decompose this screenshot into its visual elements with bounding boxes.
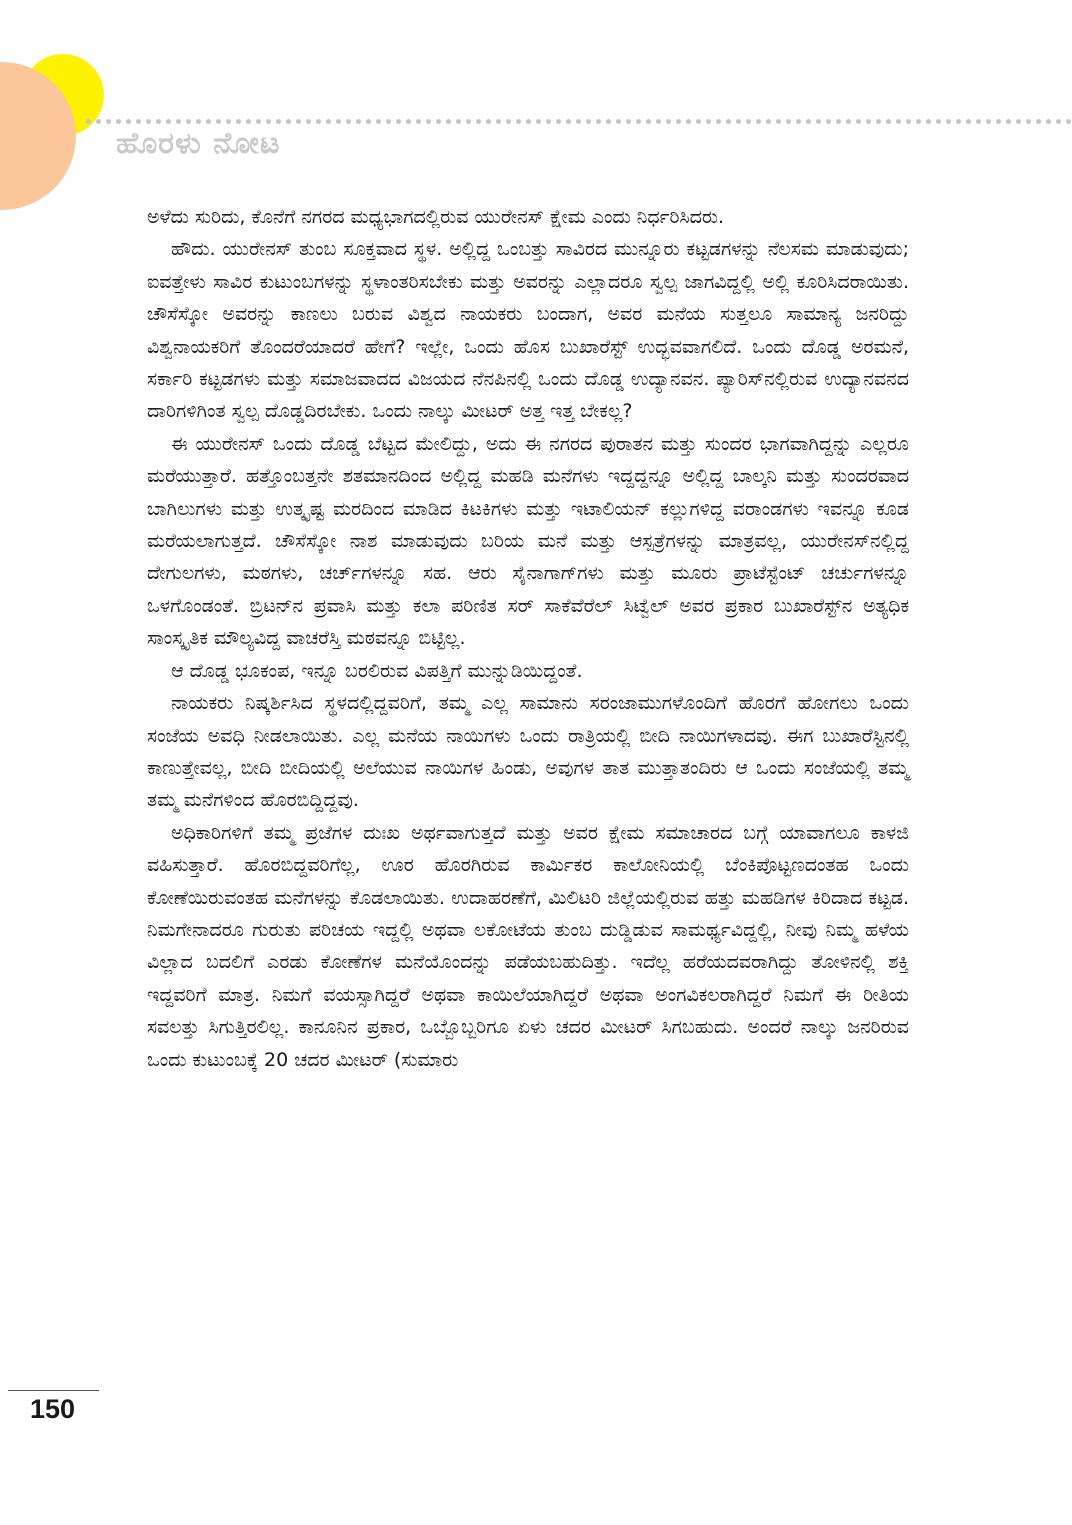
section-title: ಹೊರಳು ನೋಟ [116, 126, 281, 161]
paragraph: ಆ ದೊಡ್ಡ ಭೂಕಂಪ, ಇನ್ನೂ ಬರಲಿರುವ ವಿಪತ್ತಿಗೆ ಮುನ್ನುಡಿಯಿದ್ದಂತೆ. [171, 659, 583, 682]
paragraph: ಅಳೆದು ಸುರಿದು, ಕೊನೆಗೆ ನಗರದ ಮಧ್ಯಭಾಗದಲ್ಲಿರುವ ಯುರೇನಸ್ ಕ್ಷೇಮ ಎಂದು ನಿರ್ಧರಿಸಿದರು. [147, 206, 724, 228]
page-number: 150 [30, 1394, 76, 1424]
header-dotted-rule [86, 119, 1072, 124]
paragraph: ಹೌದು. ಯುರೇನಸ್ ತುಂಬ ಸೂಕ್ತವಾದ ಸ್ಥಳ. ಅಲ್ಲಿದ್ದ ಒಂಬತ್ತು ಸಾವಿರದ ಮುನ್ನೂರು ಕಟ್ಟಡಗಳನ್ನು ನೆಲಸಮ ಮಾಡುವುದು; ಐವತ್ತೇಳು ಸಾವಿರ ಕುಟುಂಬಗಳನ್ನು ಸ್ಥಳಾಂತರಿಸಬೇಕು ಮತ್ತು ಅವರನ್ನು ಎಲ್ಲಾದರೂ ಸ್ವಲ್ಪ ಜಾಗವಿದ್ದಲ್ಲಿ ಅಲ್ಲಿ ಕೂರಿಸಿದರಾಯಿತು. ಚೌಸೆಸ್ಕೋ ಅವರನ್ನು ಕಾಣಲು ಬರುವ ವಿಶ್ವದ ನಾಯಕರು ಬಂದಾಗ, ಅವರ ಮನೆಯ ಸುತ್ತಲೂ ಸಾಮಾನ್ಯ ಜನರಿದ್ದು ವಿಶ್ವನಾಯಕರಿಗೆ ತೊಂದರೆಯಾದರೆ ಹೇಗೆ? ಇಲ್ಲೇ, ಒಂದು ಹೊಸ ಬುಖಾರೆಸ್ಟ್ ಉದ್ಭವವಾಗಲಿದೆ. ಒಂದು ದೊಡ್ಡ ಅರಮನೆ, ಸರ್ಕಾರಿ ಕಟ್ಟಡಗಳು ಮತ್ತು ಸಮಾಜವಾದದ ವಿಜಯದ ನೆನಪಿನಲ್ಲಿ ಒಂದು ದೊಡ್ಡ ಉದ್ಯಾನವನ. ಪ್ಯಾರಿಸ್‌ನಲ್ಲಿರುವ ಉದ್ಯಾನವನದ ದಾರಿಗಳಿಗಿಂತ ಸ್ವಲ್ಪ ದೊಡ್ಡದಿರಬೇಕು. ಒಂದು ನಾಲ್ಕು ಮೀಟರ್ ಅತ್ತ ಇತ್ತ ಬೇಕಲ್ಲ? [147, 238, 909, 423]
paragraph: ನಾಯಕರು ನಿಷ್ಕರ್ಶಿಸಿದ ಸ್ಥಳದಲ್ಲಿದ್ದವರಿಗೆ, ತಮ್ಮ ಎಲ್ಲ ಸಾಮಾನು ಸರಂಜಾಮುಗಳೊಂದಿಗೆ ಹೊರಗೆ ಹೋಗಲು ಒಂದು ಸಂಜೆಯ ಅವಧಿ ನೀಡಲಾಯಿತು. ಎಲ್ಲ ಮನೆಯ ನಾಯಿಗಳು ಒಂದು ರಾತ್ರಿಯಲ್ಲಿ ಬೀದಿ ನಾಯಿಗಳಾದವು. ಈಗ ಬುಖಾರೆಸ್ಟಿನಲ್ಲಿ ಕಾಣುತ್ತೇವಲ್ಲ, ಬೀದಿ ಬೀದಿಯಲ್ಲಿ ಅಲೆಯುವ ನಾಯಿಗಳ ಹಿಂಡು, ಅವುಗಳ ತಾತ ಮುತ್ತಾತಂದಿರು ಆ ಒಂದು ಸಂಜೆಯಲ್ಲಿ ತಮ್ಮ ತಮ್ಮ ಮನೆಗಳಿಂದ ಹೊರಬಿದ್ದಿದ್ದವು. [147, 692, 909, 812]
page-number-rule [8, 1390, 99, 1391]
body-text [147, 201, 909, 1076]
paragraph: ಈ ಯುರೇನಸ್ ಒಂದು ದೊಡ್ಡ ಬೆಟ್ಟದ ಮೇಲಿದ್ದು, ಅದು ಈ ನಗರದ ಪುರಾತನ ಮತ್ತು ಸುಂದರ ಭಾಗವಾಗಿದ್ದನ್ನು ಎಲ್ಲರೂ ಮರೆಯುತ್ತಾರೆ. ಹತ್ತೊಂಬತ್ತನೇ ಶತಮಾನದಿಂದ ಅಲ್ಲಿದ್ದ ಮಹಡಿ ಮನೆಗಳು ಇದ್ದದ್ದನ್ನೂ ಅಲ್ಲಿದ್ದ ಬಾಲ್ಕನಿ ಮತ್ತು ಸುಂದರವಾದ ಬಾಗಿಲುಗಳು ಮತ್ತು ಉತ್ಕೃಷ್ಟ ಮರದಿಂದ ಮಾಡಿದ ಕಿಟಕಿಗಳು ಮತ್ತು ಇಟಾಲಿಯನ್ ಕಲ್ಲುಗಳಿದ್ದ ವರಾಂಡಗಳು ಇವನ್ನೂ ಕೂಡ ಮರೆಯಲಾಗುತ್ತದೆ. ಚೌಸೆಸ್ಕೋ ನಾಶ ಮಾಡುವುದು ಬರಿಯ ಮನೆ ಮತ್ತು ಆಸ್ಪತ್ರೆಗಳನ್ನು ಮಾತ್ರವಲ್ಲ, ಯುರೇನಸ್‌ನಲ್ಲಿದ್ದ ದೇಗುಲಗಳು, ಮಠಗಳು, ಚರ್ಚ್‌ಗಳನ್ನೂ ಸಹ. ಆರು ಸೈನಾಗಾಗ್‌ಗಳು ಮತ್ತು ಮೂರು ಪ್ರಾಟೆಸ್ಟೆಂಟ್ ಚರ್ಚುಗಳನ್ನೂ ಒಳಗೊಂಡಂತೆ. ಬ್ರಿಟನ್‌ನ ಪ್ರವಾಸಿ ಮತ್ತು ಕಲಾ ಪರಿಣಿತ ಸರ್ ಸಾಕೆವೆರೆಲ್ ಸಿಟ್ವೆಲ್ ಅವರ ಪ್ರಕಾರ ಬುಖಾರೆಸ್ಟ್‌ನ ಅತ್ಯಧಿಕ ಸಾಂಸ್ಕೃತಿಕ ಮೌಲ್ಯವಿದ್ದ ವಾಚರೆಸ್ತಿ ಮಠವನ್ನೂ ಬಿಟ್ಟಿಲ್ಲ. [147, 432, 909, 650]
paragraph: ಅಧಿಕಾರಿಗಳಿಗೆ ತಮ್ಮ ಪ್ರಜೆಗಳ ದುಃಖ ಅರ್ಥವಾಗುತ್ತದೆ ಮತ್ತು ಅವರ ಕ್ಷೇಮ ಸಮಾಚಾರದ ಬಗ್ಗೆ ಯಾವಾಗಲೂ ಕಾಳಜಿ ವಹಿಸುತ್ತಾರೆ. ಹೊರಬಿದ್ದವರಿಗೆಲ್ಲ, ಊರ ಹೊರಗಿರುವ ಕಾರ್ಮಿಕರ ಕಾಲೋನಿಯಲ್ಲಿ ಬೆಂಕಿಪೊಟ್ಟಣದಂತಹ ಒಂದು ಕೋಣೆಯಿರುವಂತಹ ಮನೆಗಳನ್ನು ಕೊಡಲಾಯಿತು. ಉದಾಹರಣೆಗೆ, ಮಿಲಿಟರಿ ಜಿಲ್ಲೆಯಲ್ಲಿರುವ ಹತ್ತು ಮಹಡಿಗಳ ಕಿರಿದಾದ ಕಟ್ಟಡ. ನಿಮಗೇನಾದರೂ ಗುರುತು ಪರಿಚಯ ಇದ್ದಲ್ಲಿ ಅಥವಾ ಲಕೋಟೆಯ ತುಂಬ ದುಡ್ಡಿಡುವ ಸಾಮರ್ಥ್ಯವಿದ್ದಲ್ಲಿ, ನೀವು ನಿಮ್ಮ ಹಳೆಯ ವಿಲ್ಲಾದ ಬದಲಿಗೆ ಎರಡು ಕೋಣೆಗಳ ಮನೆಯೊಂದನ್ನು ಪಡೆಯಬಹುದಿತ್ತು. ಇದೆಲ್ಲ ಹರೆಯದವರಾಗಿದ್ದು ತೋಳಿನಲ್ಲಿ ಶಕ್ತಿ ಇದ್ದವರಿಗೆ ಮಾತ್ರ. ನಿಮಗೆ ವಯಸ್ಸಾಗಿದ್ದರೆ ಅಥವಾ ಕಾಯಿಲೆಯಾಗಿದ್ದರೆ ಅಥವಾ ಅಂಗವಿಕಲರಾಗಿದ್ದರೆ ನಿಮಗೆ ಈ ರೀತಿಯ ಸವಲತ್ತು ಸಿಗುತ್ತಿರಲಿಲ್ಲ. ಕಾನೂನಿನ ಪ್ರಕಾರ, ಒಬ್ಬೊಬ್ಬರಿಗೂ ಏಳು ಚದರ ಮೀಟರ್ ಸಿಗಬಹುದು. ಅಂದರೆ ನಾಲ್ಕು ಜನರಿರುವ ಒಂದು ಕುಟುಂಬಕ್ಕೆ 20 ಚದರ ಮೀಟರ್ (ಸುಮಾರು [147, 821, 909, 1071]
